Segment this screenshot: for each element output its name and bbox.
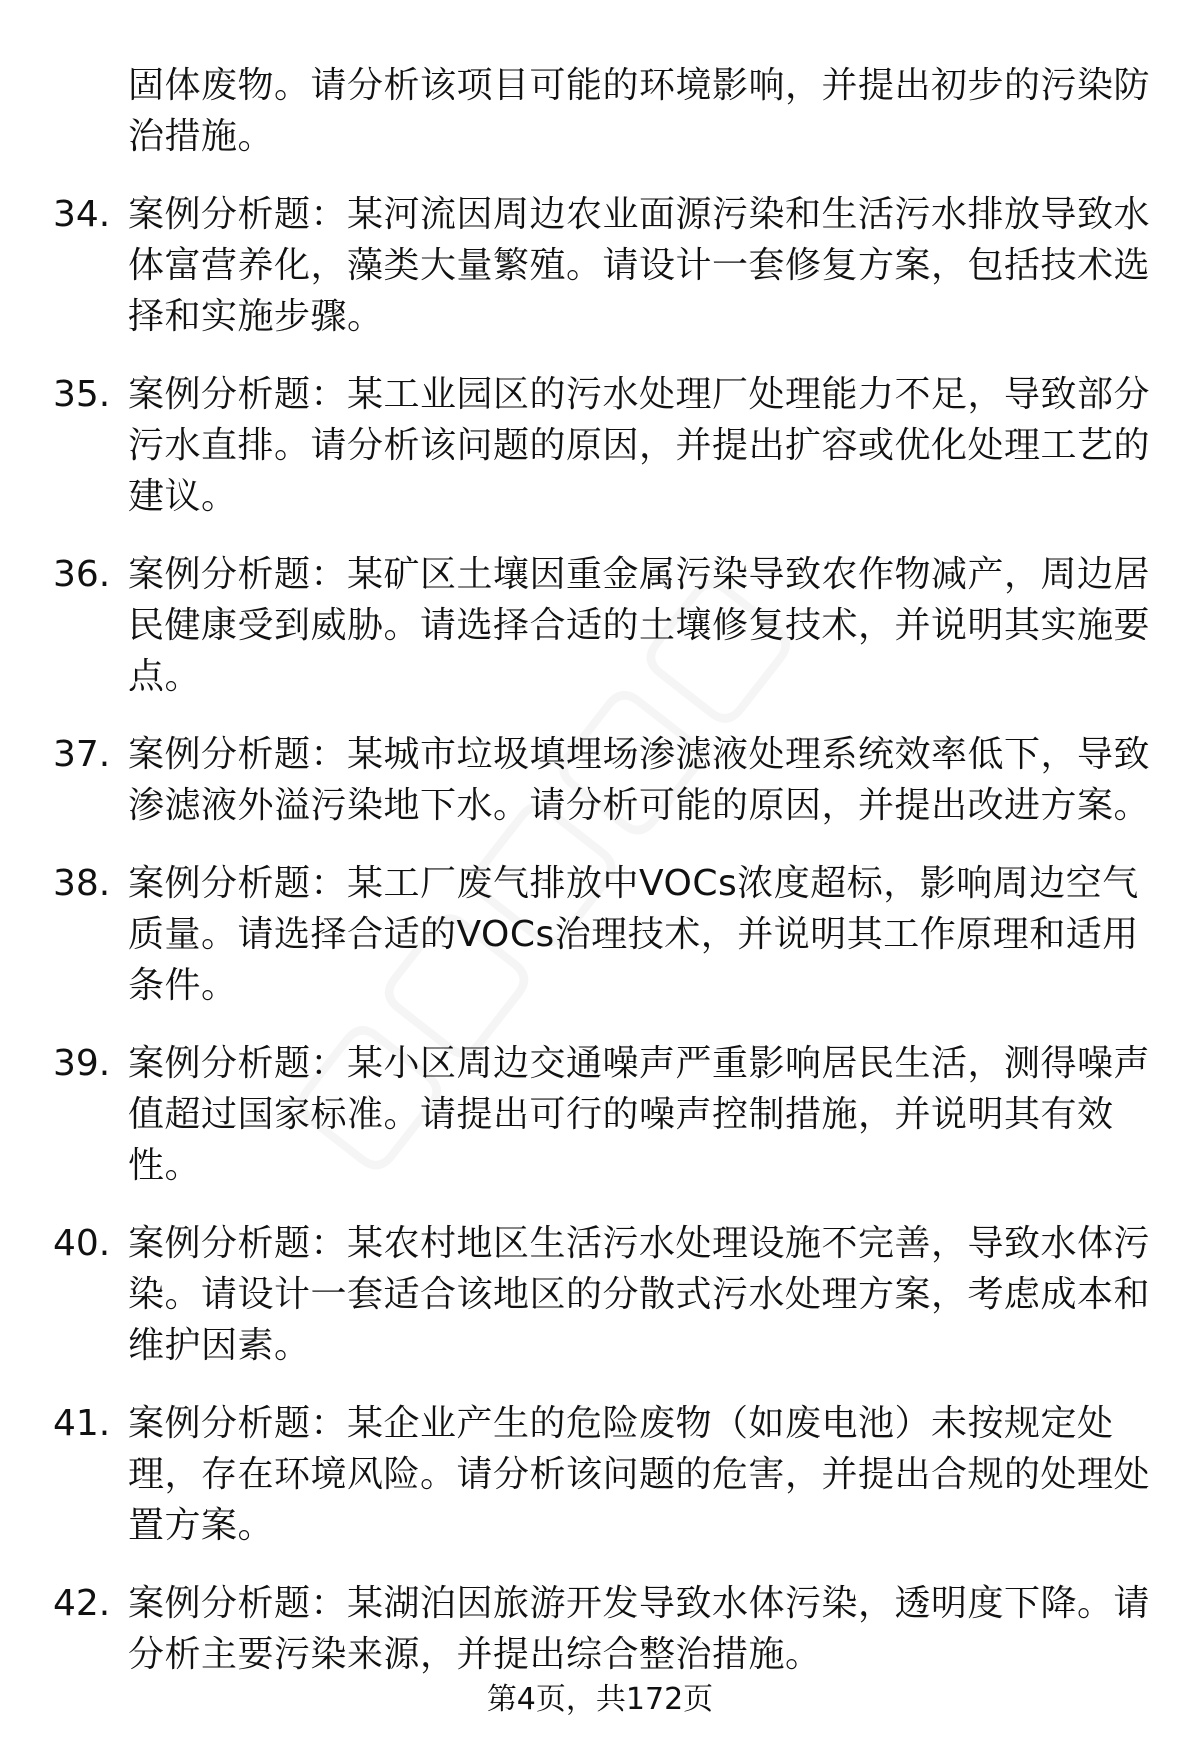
question-text-line: 值超过国家标准。请提出可行的噪声控制措施，并说明其有效 xyxy=(128,1094,1114,1135)
question-text-line: 建议。 xyxy=(128,476,238,517)
question-text-line: 民健康受到威胁。请选择合适的土壤修复技术，并说明其实施要 xyxy=(128,605,1151,646)
question-item xyxy=(0,1218,1200,1371)
question-number: 37. xyxy=(53,734,111,775)
question-text-line: 案例分析题：某河流因周边农业面源污染和生活污水排放导致水 xyxy=(128,194,1151,235)
question-text-line: 治措施。 xyxy=(128,116,275,157)
page-footer: 第4页，共172页 xyxy=(486,1682,714,1717)
question-text-line: 污水直排。请分析该问题的原因，并提出扩容或优化处理工艺的 xyxy=(128,425,1151,466)
question-text-line: 案例分析题：某企业产生的危险废物（如废电池）未按规定处 xyxy=(128,1403,1114,1444)
question-text-line: 案例分析题：某湖泊因旅游开发导致水体污染，透明度下降。请 xyxy=(128,1583,1151,1624)
question-item xyxy=(0,1578,1200,1680)
question-text-line: 理，存在环境风险。请分析该问题的危害，并提出合规的处理处 xyxy=(128,1454,1151,1495)
question-text-line: 案例分析题：某农村地区生活污水处理设施不完善，导致水体污 xyxy=(128,1223,1151,1264)
question-text-line: 渗滤液外溢污染地下水。请分析可能的原因，并提出改进方案。 xyxy=(128,785,1151,826)
question-text-line: 分析主要污染来源，并提出综合整治措施。 xyxy=(128,1634,822,1675)
question-number: 36. xyxy=(53,554,111,595)
question-text-line: 置方案。 xyxy=(128,1505,275,1546)
question-number: 39. xyxy=(53,1043,111,1084)
question-number: 42. xyxy=(53,1583,111,1624)
question-text-line: 择和实施步骤。 xyxy=(128,296,384,337)
question-text-line: 案例分析题：某工业园区的污水处理厂处理能力不足，导致部分 xyxy=(128,374,1151,415)
question-text-line: 条件。 xyxy=(128,965,238,1006)
question-text-line: 案例分析题：某小区周边交通噪声严重影响居民生活，测得噪声 xyxy=(128,1043,1151,1084)
question-number: 41. xyxy=(53,1403,111,1444)
question-text-line: 维护因素。 xyxy=(128,1325,311,1366)
question-number: 38. xyxy=(53,863,111,904)
question-number: 40. xyxy=(53,1223,111,1264)
question-item xyxy=(0,1038,1200,1191)
question-text-line: 案例分析题：某矿区土壤因重金属污染导致农作物减产，周边居 xyxy=(128,554,1151,595)
question-item xyxy=(0,60,1200,162)
question-text-line: 固体废物。请分析该项目可能的环境影响，并提出初步的污染防 xyxy=(128,65,1151,106)
question-number: 34. xyxy=(53,194,111,235)
question-item xyxy=(0,1398,1200,1551)
question-text-line: 质量。请选择合适的VOCs治理技术，并说明其工作原理和适用 xyxy=(128,914,1139,955)
question-item xyxy=(0,189,1200,342)
question-item xyxy=(0,858,1200,1011)
question-list xyxy=(0,60,1200,1707)
question-number: 35. xyxy=(53,374,111,415)
question-item xyxy=(0,729,1200,831)
question-item xyxy=(0,369,1200,522)
question-text-line: 染。请设计一套适合该地区的分散式污水处理方案，考虑成本和 xyxy=(128,1274,1151,1315)
question-text-line: 案例分析题：某城市垃圾填埋场渗滤液处理系统效率低下，导致 xyxy=(128,734,1151,775)
question-text-line: 体富营养化，藻类大量繁殖。请设计一套修复方案，包括技术选 xyxy=(128,245,1151,286)
question-text-line: 点。 xyxy=(128,656,202,697)
question-text-line: 性。 xyxy=(128,1145,202,1186)
question-item xyxy=(0,549,1200,702)
question-text-line: 案例分析题：某工厂废气排放中VOCs浓度超标，影响周边空气 xyxy=(128,863,1139,904)
